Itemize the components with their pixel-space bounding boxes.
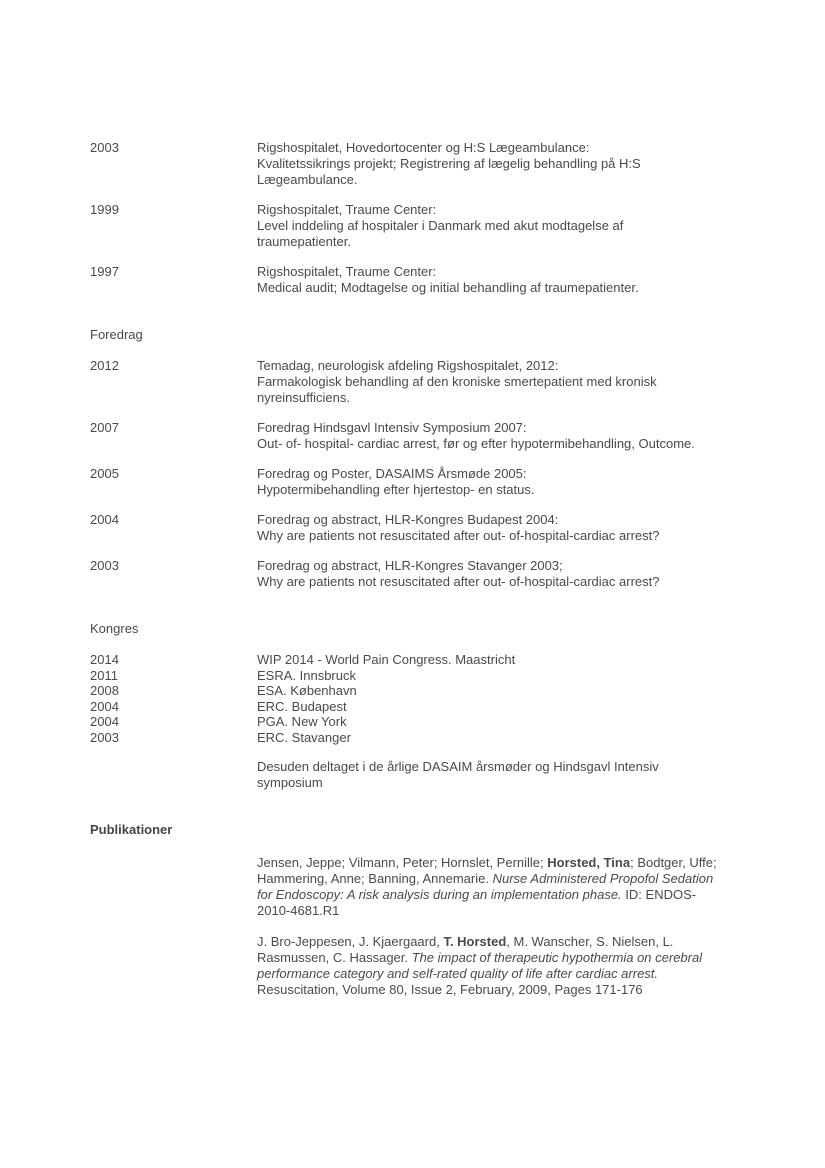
timeline-entry (90, 264, 735, 296)
entry-description (257, 264, 727, 296)
entry-year: 1999 (90, 202, 119, 217)
entry-line: Out- of- hospital- cardiac arrest, før og efter hypotermibehandling, Outcome. (257, 436, 695, 451)
entry-description (257, 652, 727, 668)
entry-line: nyreinsufficiens. (257, 390, 350, 405)
entry-line: Why are patients not resuscitated after out- of-hospital-cardiac arrest? (257, 528, 660, 543)
entry-description (257, 714, 727, 730)
kongres-heading: Kongres (90, 621, 139, 636)
entry-description (257, 466, 727, 498)
entry-line: Rigshospitalet, Traume Center: (257, 202, 437, 217)
entry-line: Foredrag og abstract, HLR-Kongres Stavanger 2003; (257, 558, 563, 573)
entry-line: ESA. København (257, 683, 357, 698)
entry-year: 2004 (90, 698, 119, 714)
section-projects (90, 140, 735, 296)
entry-line: traumepatienter. (257, 234, 351, 249)
entry-line: Kvalitetssikrings projekt; Registrering af lægelig behandling på H:S (257, 156, 641, 171)
entry-line: Foredrag Hindsgavl Intensiv Symposium 2007: (257, 420, 527, 435)
entry-line: WIP 2014 - World Pain Congress. Maastricht (257, 652, 516, 667)
kongres-note (257, 759, 727, 791)
entry-line: Hypotermibehandling efter hjertestop- en status. (257, 482, 535, 497)
timeline-entry (90, 699, 735, 715)
timeline-entry (90, 558, 735, 590)
publication-segment: Horsted, Tina (547, 855, 631, 870)
entry-line: Level inddeling af hospitaler i Danmark med akut modtagelse af (257, 218, 624, 233)
timeline-entry (90, 420, 735, 452)
publication-segment: ; Bodtger, Uffe; Hammering, Anne; Banning, Annemarie. (257, 855, 717, 886)
publikationer-heading: Publikationer (90, 822, 173, 837)
timeline-entry (90, 466, 735, 498)
projects-entries (90, 140, 735, 296)
entry-line: Temadag, neurologisk afdeling Rigshospitalet, 2012: (257, 358, 559, 373)
entry-line: Medical audit; Modtagelse og initial behandling af traumepatienter. (257, 280, 639, 295)
publication-segment: Nurse Administered Propofol Sedation for Endoscopy: A risk analysis during an implementation phase. (257, 871, 714, 902)
entry-year: 2014 (90, 652, 119, 667)
publication-segment: ID: ENDOS-2010-4681.R1 (257, 887, 697, 918)
entry-line: Farmakologisk behandling af den kroniske smertepatient med kronisk (257, 374, 657, 389)
entry-line: ERC. Stavanger (257, 729, 351, 745)
publication-list (90, 855, 735, 998)
entry-line: ESRA. Innsbruck (257, 667, 356, 683)
publication-segment: Jensen, Jeppe; Vilmann, Peter; Hornslet, Pernille; (257, 855, 548, 870)
entry-year: 2007 (90, 420, 119, 435)
entry-year: 2004 (90, 512, 119, 527)
foredrag-heading: Foredrag (90, 327, 143, 342)
entry-year: 2011 (90, 667, 118, 683)
timeline-entry (90, 202, 735, 250)
entry-description (257, 358, 727, 406)
foredrag-entries (90, 358, 735, 590)
cv-content (90, 140, 735, 1013)
timeline-entry (90, 512, 735, 544)
entry-year: 2008 (90, 683, 119, 698)
entry-line: Rigshospitalet, Traume Center: (257, 264, 437, 279)
kongres-entries (90, 652, 735, 745)
entry-line: Lægeambulance. (257, 172, 358, 187)
entry-description (257, 730, 727, 746)
note-line: Desuden deltaget i de årlige DASAIM årsmøder og Hindsgavl Intensiv (257, 759, 659, 774)
timeline-entry (90, 668, 735, 684)
entry-description (257, 140, 727, 188)
entry-description (257, 420, 727, 452)
entry-description (257, 699, 727, 715)
publication-segment: The impact of therapeutic hypothermia on cerebral performance category and self-rated quality of life after cardiac arrest. (257, 950, 703, 981)
entry-line: Rigshospitalet, Hovedortocenter og H:S Lægeambulance: (257, 140, 590, 155)
publication-segment: T. Horsted (443, 934, 507, 949)
timeline-entry (90, 652, 735, 668)
publication-segment: Resuscitation, Volume 80, Issue 2, February, 2009, Pages 171-176 (257, 982, 643, 997)
publication-item (257, 855, 725, 919)
entry-description (257, 668, 727, 684)
section-foredrag (90, 327, 735, 590)
entry-line: Foredrag og abstract, HLR-Kongres Budapest 2004: (257, 512, 559, 527)
timeline-entry (90, 358, 735, 406)
entry-year: 2005 (90, 466, 119, 481)
entry-year: 2003 (90, 140, 119, 155)
timeline-entry (90, 714, 735, 730)
entry-year: 1997 (90, 264, 119, 279)
note-line: symposium (257, 775, 323, 790)
publication-item (257, 934, 725, 998)
entry-description (257, 683, 727, 699)
section-publikationer (90, 822, 735, 998)
entry-line: ERC. Budapest (257, 698, 347, 714)
timeline-entry (90, 730, 735, 746)
entry-year: 2003 (90, 729, 119, 745)
entry-line: Foredrag og Poster, DASAIMS Årsmøde 2005: (257, 466, 527, 481)
entry-description (257, 558, 727, 590)
section-kongres (90, 621, 735, 791)
entry-description (257, 202, 727, 250)
timeline-entry (90, 683, 735, 699)
entry-line: Why are patients not resuscitated after out- of-hospital-cardiac arrest? (257, 574, 660, 589)
entry-year: 2004 (90, 714, 119, 729)
publication-segment: J. Bro-Jeppesen, J. Kjaergaard, (257, 934, 444, 949)
publication-segment: , M. Wanscher, S. Nielsen, L. Rasmussen, C. Hassager. (257, 934, 674, 965)
entry-description (257, 512, 727, 544)
timeline-entry (90, 140, 735, 188)
entry-line: PGA. New York (257, 714, 347, 729)
entry-year: 2003 (90, 558, 119, 573)
entry-year: 2012 (90, 358, 119, 373)
